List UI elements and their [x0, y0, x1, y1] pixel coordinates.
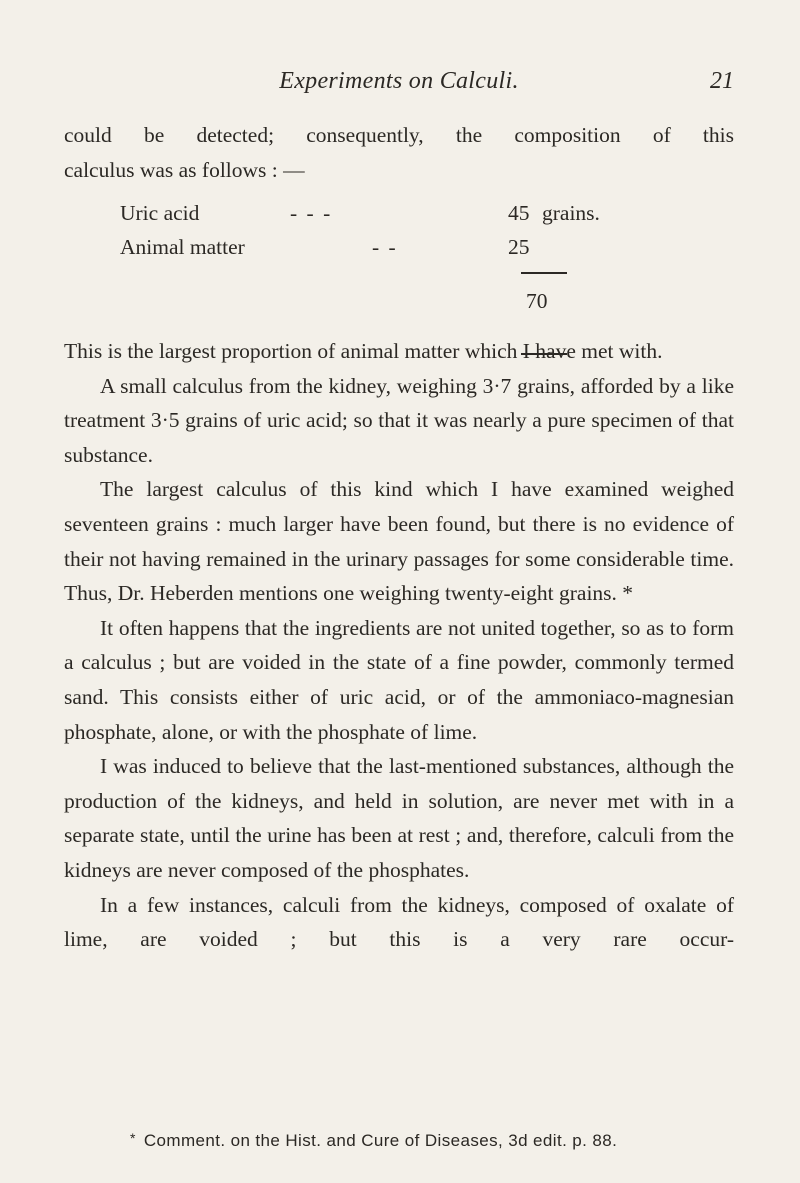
- composition-unit: grains.: [542, 201, 600, 225]
- running-title: Experiments on Calculi.: [279, 68, 519, 94]
- footnote-text: Comment. on the Hist. and Cure of Diseases, 3d edit. p. 88.: [143, 1131, 618, 1150]
- composition-total: 70: [526, 289, 548, 313]
- paragraph: I was induced to believe that the last-mentioned substances, although the production of the kidneys, and held in solution, are never met with in a separate state, until the urine has been at rest ; and, therefore, calculi from the kidneys are never composed of the phosphates.: [64, 754, 734, 882]
- paragraph: A small calculus from the kidney, weighing 3·7 grains, afforded by a like treatment 3·5 grains of uric acid; so that it was nearly a pure specimen of that substance.: [64, 373, 734, 467]
- footnote: [130, 1131, 617, 1151]
- composition-value: 45: [508, 201, 530, 225]
- composition-value: 25: [508, 235, 530, 259]
- text-line: could be detected; consequently, the composition of this: [64, 123, 734, 147]
- paragraph: This is the largest proportion of animal matter which I have met with.: [64, 339, 663, 363]
- leader-dashes: - - -: [290, 201, 333, 225]
- intro-text: [64, 118, 734, 187]
- sum-rule: [521, 272, 567, 274]
- text-line: calculus was as follows : —: [64, 157, 305, 182]
- running-head: [64, 68, 734, 104]
- composition-row: [100, 201, 700, 235]
- composition-label: Uric acid: [120, 201, 200, 225]
- composition-row: [100, 235, 700, 269]
- paragraph: The largest calculus of this kind which I have examined weighed seventeen grains : much larger have been found, but there is no evidence of their not having remained in the urinary passages for some considerable time. Thus, Dr. Heberden mentions one weighing twenty-eight grains. *: [64, 477, 734, 606]
- body-text: [64, 334, 734, 957]
- page-number: 21: [710, 68, 734, 94]
- composition-label: Animal matter: [120, 235, 245, 259]
- paragraph: In a few instances, calculi from the kidneys, composed of oxalate of lime, are voided ; but this is a very rare occur-: [64, 892, 734, 952]
- composition-table: [100, 201, 700, 313]
- footnote-mark: *: [130, 1130, 136, 1146]
- leader-dashes: - -: [372, 235, 398, 259]
- paragraph: It often happens that the ingredients are not united together, so as to form a calculus ; but are voided in the state of a fine powder, commonly termed sand. This consists either of uric acid, or of the ammoniaco-magnesian phosphate, alone, or with the phosphate of lime.: [64, 615, 734, 744]
